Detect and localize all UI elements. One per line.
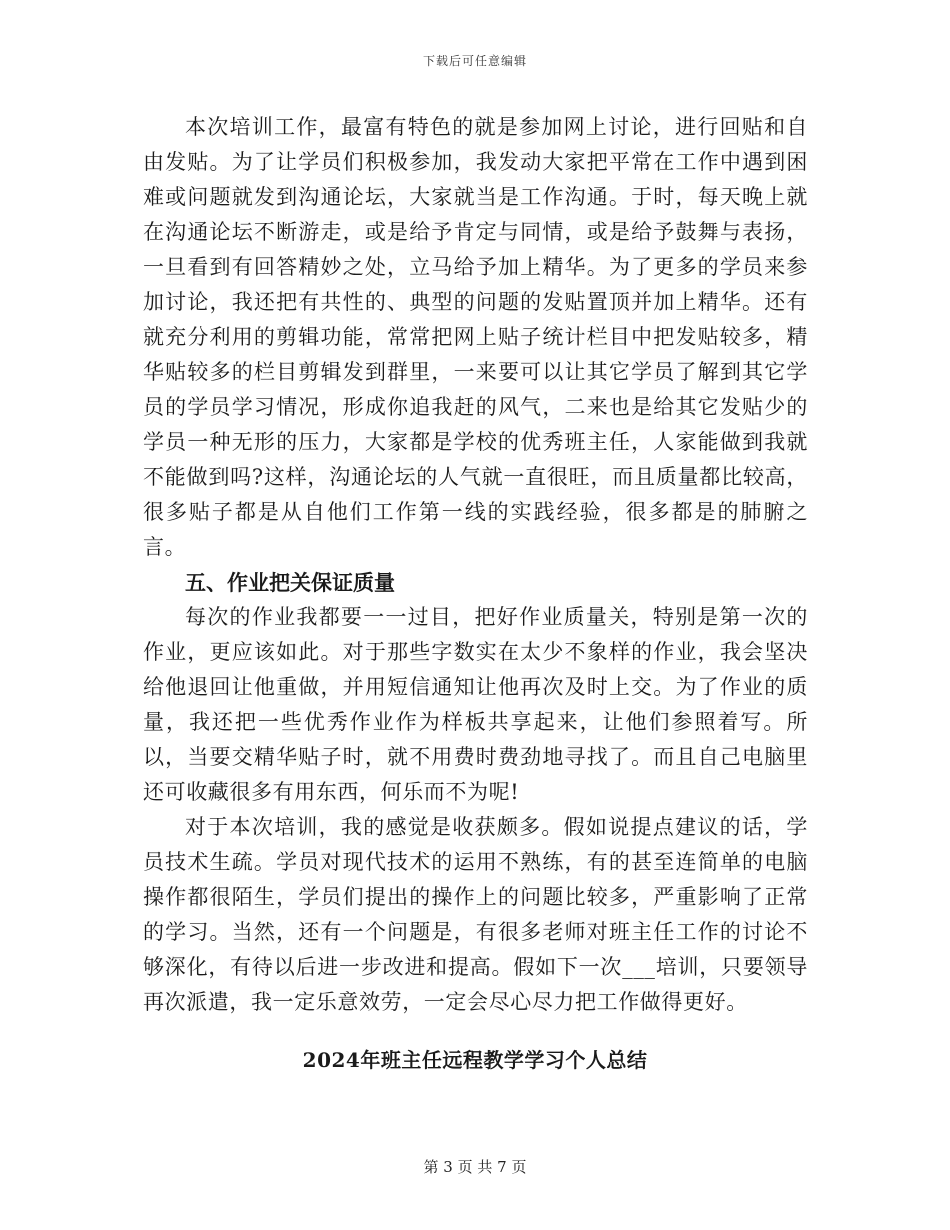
- next-document-title: 2024年班主任远程教学学习个人总结: [302, 1048, 648, 1072]
- page-number-footer: 第 3 页 共 7 页: [423, 1158, 527, 1176]
- header-note: 下载后可任意编辑: [422, 54, 527, 68]
- body-text: [143, 110, 808, 1020]
- section-heading: 五、作业把关保证质量: [185, 570, 395, 595]
- paragraph-forum-discussion: 本次培训工作，最富有特色的就是参加网上讨论，进行回贴和自由发贴。为了让学员们积极参加，我发动大家把平常在工作中遇到困难或问题就发到沟通论坛，大家就当是工作沟通。于时，每天晚上就在沟通论坛不断游走，或是给予肯定与同情，或是给予鼓舞与表扬，一旦看到有回答精妙之处，立马给予加上精华。为了更多的学员来参加讨论，我还把有共性的、典型的问题的发贴置顶并加上精华。还有就充分利用的剪辑功能，常常把网上贴子统计栏目中把发贴较多，精华贴较多的栏目剪辑发到群里，一来要可以让其它学员了解到其它学员的学员学习情况，形成你追我赶的风气，二来也是给其它发贴少的学员一种无形的压力，大家都是学校的优秀班主任，人家能做到我就不能做到吗?这样，沟通论坛的人气就一直很旺，而且质量都比较高，很多贴子都是从自他们工作第一线的实践经验，很多都是的肺腑之言。: [143, 115, 808, 559]
- paragraph-reflection: 对于本次培训，我的感觉是收获颇多。假如说提点建议的话，学员技术生疏。学员对现代技术的运用不熟练，有的甚至连简单的电脑操作都很陌生，学员们提出的操作上的问题比较多，严重影响了正常的学习。当然，还有一个问题是，有很多老师对班主任工作的讨论不够深化，有待以后进一步改进和提高。假如下一次___培训，只要领导再次派遣，我一定乐意效劳，一定会尽心尽力把工作做得更好。: [143, 815, 808, 1014]
- paragraph-homework-quality: 每次的作业我都要一一过目，把好作业质量关，特别是第一次的作业，更应该如此。对于那些字数实在太少不象样的作业，我会坚决给他退回让他重做，并用短信通知让他再次及时上交。为了作业的质量，我还把一些优秀作业作为样板共享起来，让他们参照着写。所以，当要交精华贴子时，就不用费时费劲地寻找了。而且自己电脑里还可收藏很多有用东西，何乐而不为呢!: [143, 605, 808, 804]
